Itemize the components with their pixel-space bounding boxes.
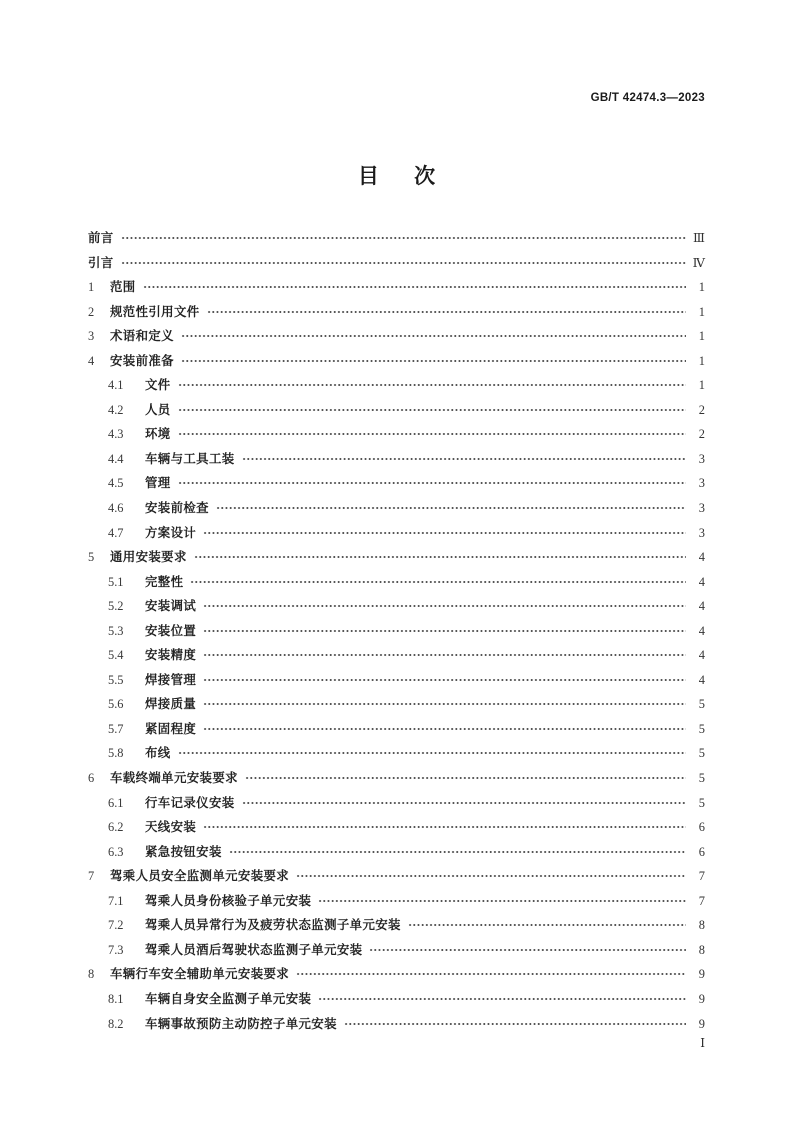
toc-entry[interactable] bbox=[88, 326, 705, 351]
toc-entry[interactable] bbox=[88, 1014, 705, 1039]
toc-entry-page-number: 5 bbox=[698, 746, 705, 761]
toc-entry-number: 1 bbox=[88, 280, 95, 295]
toc-leader-dots bbox=[178, 426, 686, 438]
toc-entry-label: 范围 bbox=[110, 279, 136, 295]
toc-leader-dots bbox=[181, 353, 686, 365]
toc-entry-label: 安装前准备 bbox=[110, 352, 174, 368]
toc-entry-number: 4.1 bbox=[108, 378, 124, 393]
toc-entry-page-number: 6 bbox=[698, 820, 705, 835]
toc-entry-label: 车辆事故预防主动防控子单元安装 bbox=[145, 1015, 337, 1031]
toc-entry-page-number: 9 bbox=[698, 1016, 705, 1031]
toc-entry[interactable] bbox=[88, 351, 705, 376]
toc-leader-dots bbox=[229, 844, 686, 856]
toc-entry[interactable] bbox=[88, 719, 705, 744]
toc-entry-label: 车辆与工具工装 bbox=[145, 450, 235, 466]
toc-entry-number: 6.1 bbox=[108, 795, 124, 810]
toc-entry-number: 7.1 bbox=[108, 893, 124, 908]
toc-leader-dots bbox=[203, 721, 686, 733]
toc-entry[interactable] bbox=[88, 449, 705, 474]
toc-entry-page-number: 1 bbox=[698, 280, 705, 295]
toc-entry-page-number: 9 bbox=[698, 967, 705, 982]
toc-entry-page-number: 7 bbox=[698, 893, 705, 908]
toc-entry[interactable] bbox=[88, 866, 705, 891]
toc-entry-number: 4.7 bbox=[108, 525, 124, 540]
toc-entry-page-number: 3 bbox=[698, 525, 705, 540]
toc-entry[interactable] bbox=[88, 572, 705, 597]
toc-entry-label: 车辆自身安全监测子单元安装 bbox=[145, 990, 312, 1006]
toc-entry-number: 5.5 bbox=[108, 672, 124, 687]
toc-entry-number: 7.2 bbox=[108, 918, 124, 933]
toc-entry-page-number: 7 bbox=[698, 869, 705, 884]
toc-entry-label: 布线 bbox=[145, 745, 171, 761]
toc-entry-page-number: 4 bbox=[698, 550, 705, 565]
toc-entry-number: 5.2 bbox=[108, 599, 124, 614]
toc-leader-dots bbox=[190, 574, 686, 586]
toc-entry-label: 文件 bbox=[145, 377, 171, 393]
toc-leader-dots bbox=[318, 991, 686, 1003]
toc-entry-label: 驾乘人员异常行为及疲劳状态监测子单元安装 bbox=[145, 917, 401, 933]
toc-entry-number: 5.4 bbox=[108, 648, 124, 663]
toc-entry-page-number: 2 bbox=[698, 402, 705, 417]
toc-entry[interactable] bbox=[88, 891, 705, 916]
toc-entry-number: 4.4 bbox=[108, 451, 124, 466]
toc-entry-number: 2 bbox=[88, 304, 95, 319]
toc-entry-page-number: 4 bbox=[698, 599, 705, 614]
toc-leader-dots bbox=[181, 328, 686, 340]
toc-entry[interactable] bbox=[88, 940, 705, 965]
toc-entry-page-number: 5 bbox=[698, 721, 705, 736]
toc-entry-number: 3 bbox=[88, 329, 95, 344]
toc-entry-label: 紧固程度 bbox=[145, 720, 197, 736]
toc-entry[interactable] bbox=[88, 547, 705, 572]
toc-entry-label: 通用安装要求 bbox=[110, 549, 187, 565]
page-title: 目 次 bbox=[357, 164, 450, 188]
toc-entry-page-number: 3 bbox=[698, 451, 705, 466]
toc-entry-number: 5.7 bbox=[108, 721, 124, 736]
toc-entry-label: 环境 bbox=[145, 426, 171, 442]
toc-entry-label: 行车记录仪安装 bbox=[145, 794, 235, 810]
toc-entry-page-number: 1 bbox=[698, 353, 705, 368]
toc-entry[interactable] bbox=[88, 793, 705, 818]
toc-entry-page-number: Ⅳ bbox=[692, 255, 705, 270]
toc-entry-label: 完整性 bbox=[145, 573, 184, 589]
toc-entry[interactable] bbox=[88, 768, 705, 793]
table-of-contents bbox=[88, 228, 705, 1038]
toc-leader-dots bbox=[178, 745, 686, 757]
toc-entry-label: 安装精度 bbox=[145, 647, 197, 663]
toc-entry-number: 4.5 bbox=[108, 476, 124, 491]
toc-entry-page-number: 4 bbox=[698, 672, 705, 687]
toc-entry[interactable] bbox=[88, 523, 705, 548]
toc-entry[interactable] bbox=[88, 596, 705, 621]
toc-entry-label: 安装位置 bbox=[145, 622, 197, 638]
standard-number-header: GB/T 42474.3—2023 bbox=[590, 92, 705, 104]
toc-leader-dots bbox=[296, 966, 686, 978]
toc-entry[interactable] bbox=[88, 424, 705, 449]
toc-entry-number: 4.6 bbox=[108, 501, 124, 516]
toc-entry-page-number: 1 bbox=[698, 329, 705, 344]
toc-entry-number: 8 bbox=[88, 967, 95, 982]
toc-entry-label: 规范性引用文件 bbox=[110, 303, 200, 319]
toc-entry-page-number: 8 bbox=[698, 918, 705, 933]
footer-page-number: Ⅰ bbox=[700, 1036, 705, 1050]
toc-entry-number: 4.2 bbox=[108, 402, 124, 417]
toc-entry-label: 驾乘人员酒后驾驶状态监测子单元安装 bbox=[145, 941, 363, 957]
toc-leader-dots bbox=[203, 647, 686, 659]
toc-leader-dots bbox=[203, 819, 686, 831]
toc-entry[interactable] bbox=[88, 621, 705, 646]
toc-entry-page-number: 5 bbox=[698, 771, 705, 786]
toc-entry-page-number: 6 bbox=[698, 844, 705, 859]
toc-entry-number: 4 bbox=[88, 353, 95, 368]
toc-entry[interactable] bbox=[88, 817, 705, 842]
toc-leader-dots bbox=[178, 402, 686, 414]
toc-entry-number: 6.3 bbox=[108, 844, 124, 859]
toc-entry-label: 术语和定义 bbox=[110, 328, 174, 344]
toc-entry-label: 安装前检查 bbox=[145, 500, 209, 516]
toc-entry[interactable] bbox=[88, 743, 705, 768]
toc-entry-label: 焊接管理 bbox=[145, 671, 197, 687]
toc-entry[interactable] bbox=[88, 915, 705, 940]
toc-entry[interactable] bbox=[88, 375, 705, 400]
toc-entry[interactable] bbox=[88, 842, 705, 867]
toc-entry[interactable] bbox=[88, 277, 705, 302]
toc-leader-dots bbox=[203, 623, 686, 635]
toc-leader-dots bbox=[242, 795, 686, 807]
toc-entry-number: 8.2 bbox=[108, 1016, 124, 1031]
toc-entry[interactable] bbox=[88, 645, 705, 670]
toc-entry-number: 5.3 bbox=[108, 623, 124, 638]
toc-entry-label: 天线安装 bbox=[145, 819, 197, 835]
toc-entry-page-number: 4 bbox=[698, 574, 705, 589]
toc-entry[interactable] bbox=[88, 694, 705, 719]
toc-entry-page-number: 8 bbox=[698, 942, 705, 957]
toc-entry-number: 6 bbox=[88, 771, 95, 786]
toc-entry[interactable] bbox=[88, 989, 705, 1014]
toc-leader-dots bbox=[344, 1016, 686, 1028]
toc-entry[interactable] bbox=[88, 302, 705, 327]
toc-leader-dots bbox=[203, 598, 686, 610]
toc-leader-dots bbox=[203, 525, 686, 537]
toc-entry[interactable] bbox=[88, 670, 705, 695]
toc-entry-label: 紧急按钮安装 bbox=[145, 843, 222, 859]
toc-entry-number: 5 bbox=[88, 550, 95, 565]
toc-leader-dots bbox=[143, 279, 686, 291]
toc-entry-page-number: Ⅲ bbox=[693, 231, 705, 245]
toc-entry-page-number: 3 bbox=[698, 476, 705, 491]
toc-entry-page-number: 4 bbox=[698, 623, 705, 638]
toc-entry-number: 4.3 bbox=[108, 427, 124, 442]
toc-entry-label: 引言 bbox=[88, 254, 114, 270]
toc-entry[interactable] bbox=[88, 253, 705, 278]
toc-entry-page-number: 1 bbox=[698, 378, 705, 393]
toc-entry-label: 人员 bbox=[145, 401, 171, 417]
toc-leader-dots bbox=[369, 942, 686, 954]
toc-entry-page-number: 1 bbox=[698, 304, 705, 319]
toc-leader-dots bbox=[203, 696, 686, 708]
toc-entry[interactable] bbox=[88, 498, 705, 523]
toc-entry[interactable] bbox=[88, 473, 705, 498]
toc-leader-dots bbox=[178, 475, 686, 487]
toc-leader-dots bbox=[203, 672, 686, 684]
toc-leader-dots bbox=[216, 500, 686, 512]
toc-entry-number: 5.1 bbox=[108, 574, 124, 589]
toc-entry-page-number: 5 bbox=[698, 697, 705, 712]
toc-entry-page-number: 9 bbox=[698, 991, 705, 1006]
toc-entry-label: 前言 bbox=[88, 230, 114, 245]
toc-entry-page-number: 2 bbox=[698, 427, 705, 442]
toc-leader-dots bbox=[194, 549, 686, 561]
toc-entry-number: 7.3 bbox=[108, 942, 124, 957]
toc-leader-dots bbox=[318, 893, 686, 905]
toc-leader-dots bbox=[121, 255, 686, 267]
toc-entry-number: 5.6 bbox=[108, 697, 124, 712]
toc-entry-label: 驾乘人员身份核验子单元安装 bbox=[145, 892, 312, 908]
toc-entry-label: 车辆行车安全辅助单元安装要求 bbox=[110, 966, 290, 982]
toc-entry-label: 驾乘人员安全监测单元安装要求 bbox=[110, 868, 290, 884]
toc-entry[interactable] bbox=[88, 228, 705, 253]
toc-entry-number: 7 bbox=[88, 869, 95, 884]
toc-entry-page-number: 4 bbox=[698, 648, 705, 663]
toc-entry[interactable] bbox=[88, 400, 705, 425]
toc-entry-label: 焊接质量 bbox=[145, 696, 197, 712]
toc-entry-label: 车载终端单元安装要求 bbox=[110, 770, 238, 786]
toc-leader-dots bbox=[207, 304, 686, 316]
toc-entry-label: 管理 bbox=[145, 475, 171, 491]
toc-leader-dots bbox=[408, 917, 686, 929]
toc-entry-number: 6.2 bbox=[108, 820, 124, 835]
toc-entry-page-number: 3 bbox=[698, 501, 705, 516]
toc-entry-label: 方案设计 bbox=[145, 524, 197, 540]
toc-leader-dots bbox=[178, 377, 686, 389]
toc-entry-label: 安装调试 bbox=[145, 598, 197, 614]
toc-entry[interactable] bbox=[88, 964, 705, 989]
toc-leader-dots bbox=[296, 868, 686, 880]
toc-entry-number: 8.1 bbox=[108, 991, 124, 1006]
toc-leader-dots bbox=[242, 451, 686, 463]
toc-entry-page-number: 5 bbox=[698, 795, 705, 810]
toc-entry-number: 5.8 bbox=[108, 746, 124, 761]
toc-leader-dots bbox=[121, 230, 686, 242]
toc-leader-dots bbox=[245, 770, 686, 782]
